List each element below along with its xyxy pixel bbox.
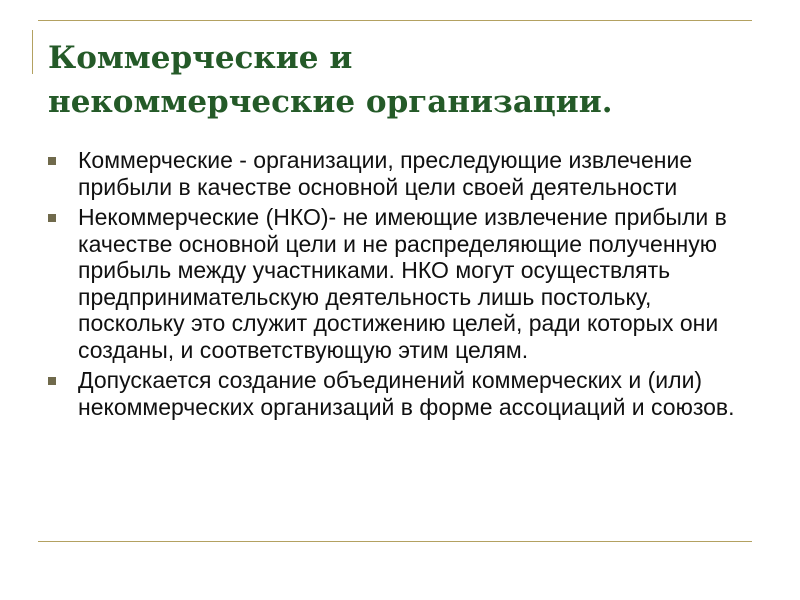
square-bullet-icon bbox=[48, 157, 56, 165]
bottom-rule bbox=[38, 541, 752, 542]
square-bullet-icon bbox=[48, 377, 56, 385]
bullet-text: Коммерческие - организации, преследующие извлечение прибыли в качестве основной цели своей деятельности bbox=[78, 147, 693, 200]
bullet-text: Некоммерческие (НКО)- не имеющие извлечение прибыли в качестве основной цели и не распределяющие полученную прибыль между участниками. НКО могут осуществлять предпринимательскую деятельность лишь постольку, поскольку это служит достижению целей, ради которых они созданы, и соответствующую этим целям. bbox=[78, 204, 727, 363]
bullet-text: Допускается создание объединений коммерческих и (или) некоммерческих организаций в форме ассоциаций и союзов. bbox=[78, 367, 735, 420]
square-bullet-icon bbox=[48, 214, 56, 222]
bullet-item-associations bbox=[48, 367, 758, 420]
bullet-item-noncommercial bbox=[48, 204, 758, 363]
title-line-1: Коммерческие и bbox=[48, 40, 353, 76]
top-rule bbox=[38, 20, 752, 21]
title-accent-line bbox=[32, 30, 33, 74]
slide-title bbox=[48, 36, 748, 124]
title-line-2: некоммерческие организации. bbox=[48, 84, 613, 120]
bullet-item-commercial bbox=[48, 147, 758, 200]
bullet-list bbox=[48, 147, 758, 424]
